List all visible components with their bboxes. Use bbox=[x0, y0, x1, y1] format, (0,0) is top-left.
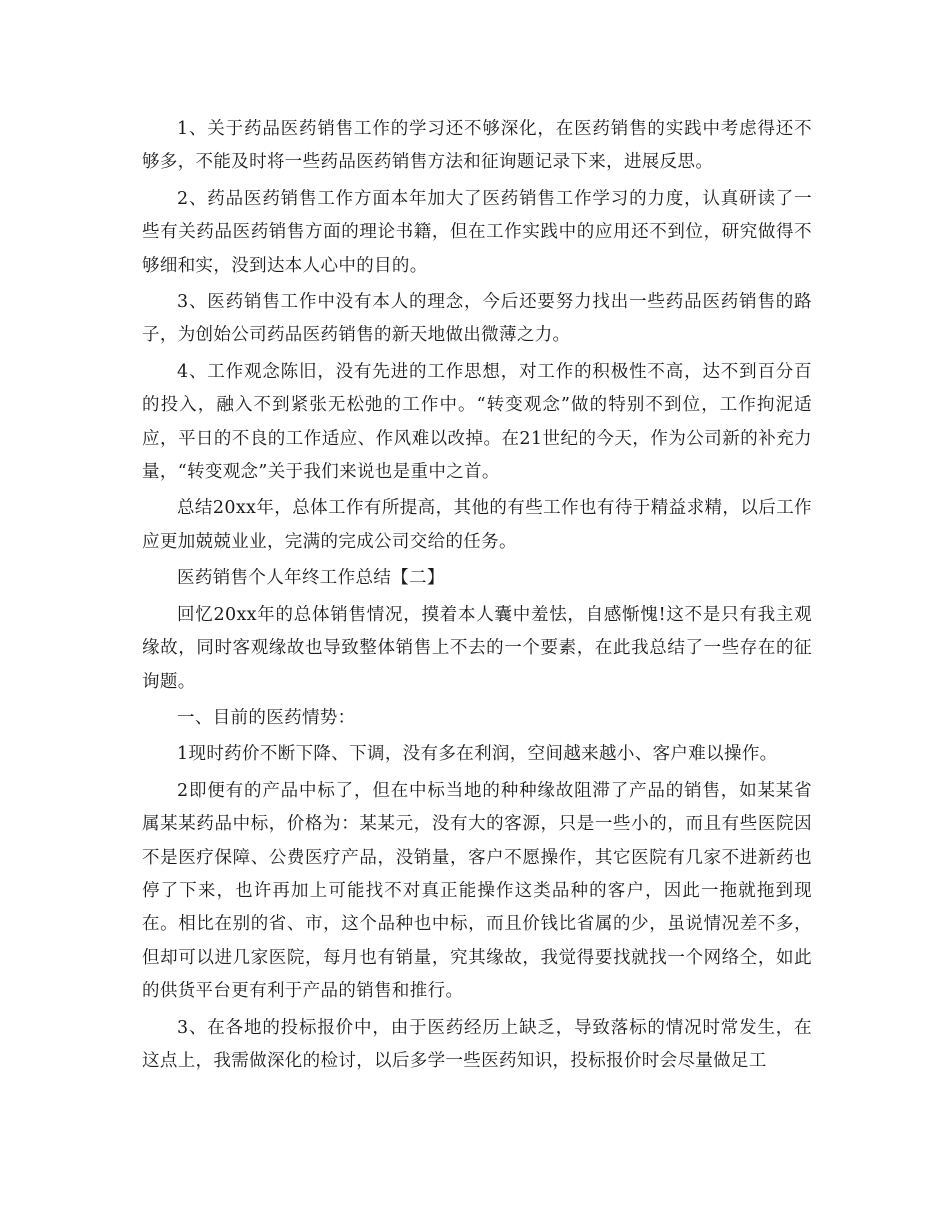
paragraph-point-3: 3、在各地的投标报价中，由于医药经历上缺乏，导致落标的情况时常发生，在这点上，我需做深化的检讨，以后多学一些医药知识，投标报价时会尽量做足工 bbox=[142, 1017, 812, 1071]
section-heading: 医药销售个人年终工作总结【二】 bbox=[177, 568, 445, 589]
paragraph-2: 2、药品医药销售工作方面本年加大了医药销售工作学习的力度，认真研读了一些有关药品医药销售方面的理论书籍，但在工作实践中的应用还不到位，研究做得不够细和实，没到达本人心中的目的。 bbox=[142, 188, 812, 276]
paragraph-point-2: 2即便有的产品中标了，但在中标当地的种种缘故阻滞了产品的销售，如某某省属某某药品中标，价格为：某某元，没有大的客源，只是一些小的，而且有些医院因不是医疗保障、公费医疗产品，没销量，客户不愿操作，其它医院有几家不进新药也停了下来，也许再加上可能找不对真正能操作这类品种的客户，因此一拖就拖到现在。相比在别的省、市，这个品种也中标，而且价钱比省属的少，虽说情况差不多，但却可以进几家医院，每月也有销量，究其缘故，我觉得要找就找一个网络仝，如此的供货平台更有利于产品的销售和推行。 bbox=[142, 780, 812, 1002]
paragraph-4: 4、工作观念陈旧，没有先进的工作思想，对工作的积极性不高，达不到百分百的投入，融入不到紧张无松弛的工作中。“转变观念”做的特别不到位，工作拘泥适应，平日的不良的工作适应、作风难以改掉。在21世纪的今天，作为公司新的补充力量，“转变观念”关于我们来说也是重中之首。 bbox=[142, 361, 812, 483]
paragraph-point-1: 1现时药价不断下降、下调，没有多在利润，空间越来越小、客户难以操作。 bbox=[177, 744, 778, 765]
paragraph-review: 回忆20xx年的总体销售情况，摸着本人囊中羞怯，自感惭愧!这不是只有我主观缘故，同时客观缘故也导致整体销售上不去的一个要素，在此我总结了一些存在的征询题。 bbox=[142, 604, 812, 692]
paragraph-1: 1、关于药品医药销售工作的学习还不够深化，在医药销售的实践中考虑得还不够多，不能及时将一些药品医药销售方法和征询题记录下来，进展反思。 bbox=[142, 119, 812, 173]
paragraph-3: 3、医药销售工作中没有本人的理念，今后还要努力找出一些药品医药销售的路子，为创始公司药品医药销售的新天地做出微薄之力。 bbox=[142, 292, 812, 346]
document-body bbox=[142, 113, 812, 1081]
paragraph-summary: 总结20xx年，总体工作有所提高，其他的有些工作也有待于精益求精，以后工作应更加兢兢业业，完满的完成公司交给的任务。 bbox=[142, 498, 812, 552]
subheading-current-situation: 一、目前的医药情势： bbox=[177, 707, 356, 728]
